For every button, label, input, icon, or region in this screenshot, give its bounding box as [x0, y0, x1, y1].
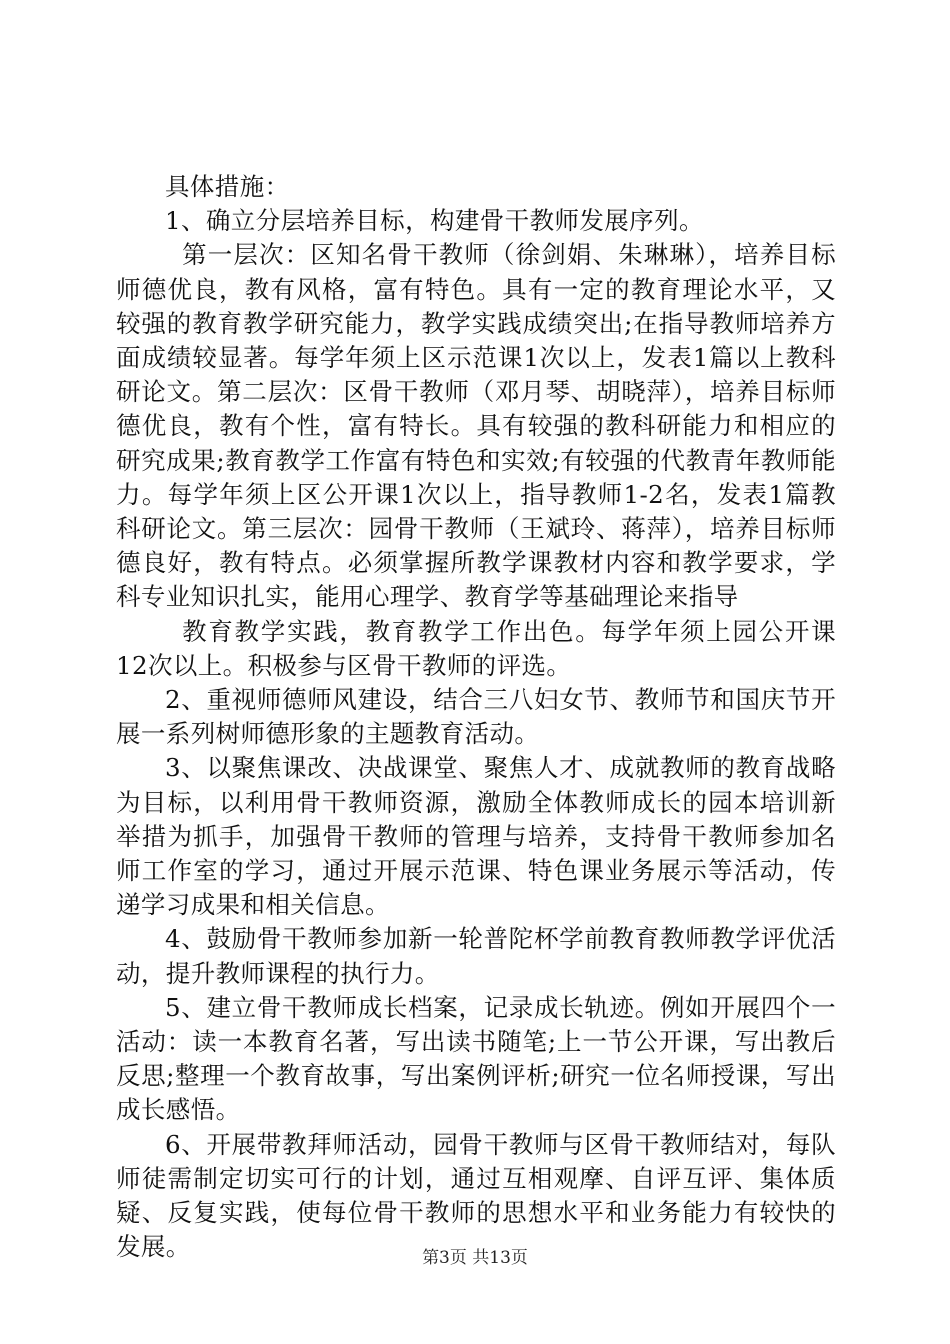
paragraph-levels-continued: 教育教学实践，教育教学工作出色。每学年须上园公开课12次以上。积极参与区骨干教师的评选。	[116, 616, 836, 680]
page-footer: 第3页 共13页	[422, 1248, 528, 1268]
paragraph-item-4: 4、鼓励骨干教师参加新一轮普陀杯学前教育教师教学评优活动，提升教师课程的执行力。	[116, 924, 836, 988]
paragraph-item-1: 1、确立分层培养目标，构建骨干教师发展序列。	[165, 206, 704, 236]
paragraph-item-5: 5、建立骨干教师成长档案，记录成长轨迹。例如开展四个一活动：读一本教育名著，写出读书随笔;上一节公开课，写出教后反思;整理一个教育故事，写出案例评析;研究一位名师授课，写出成长感悟。	[116, 992, 836, 1125]
paragraph-item-2: 2、重视师德师风建设，结合三八妇女节、教师节和国庆节开展一系列树师德形象的主题教育活动。	[116, 685, 836, 749]
paragraph-measures-heading: 具体措施：	[165, 172, 290, 201]
paragraph-item-3: 3、以聚焦课改、决战课堂、聚焦人才、成就教师的教育战略为目标，以利用骨干教师资源，激励全体教师成长的园本培训新举措为抓手，加强骨干教师的管理与培养，支持骨干教师参加名师工作室的学习，通过开展示范课、特色课业务展示等活动，传递学习成果和相关信息。	[116, 753, 836, 920]
paragraph-item-6: 6、开展带教拜师活动，园骨干教师与区骨干教师结对，每队师徒需制定切实可行的计划，通过互相观摩、自评互评、集体质疑、反复实践，使每位骨干教师的思想水平和业务能力有较快的发展。	[116, 1129, 836, 1262]
document-body	[116, 170, 836, 1265]
paragraph-levels: 第一层次：区知名骨干教师（徐剑娟、朱琳琳），培养目标师德优良，教有风格，富有特色。具有一定的教育理论水平，又较强的教育教学研究能力，教学实践成绩突出;在指导教师培养方面成绩较显著。每学年须上区示范课1次以上，发表1篇以上教科研论文。第二层次：区骨干教师（邓月琴、胡晓萍），培养目标师德优良，教有个性，富有特长。具有较强的教科研能力和相应的研究成果;教育教学工作富有特色和实效;有较强的代教青年教师能力。每学年须上区公开课1次以上，指导教师1-2名，发表1篇教科研论文。第三层次：园骨干教师（王斌玲、蒋萍），培养目标师德良好，教有特点。必须掌握所教学课教材内容和教学要求，学科专业知识扎实，能用心理学、教育学等基础理论来指导	[116, 240, 836, 612]
